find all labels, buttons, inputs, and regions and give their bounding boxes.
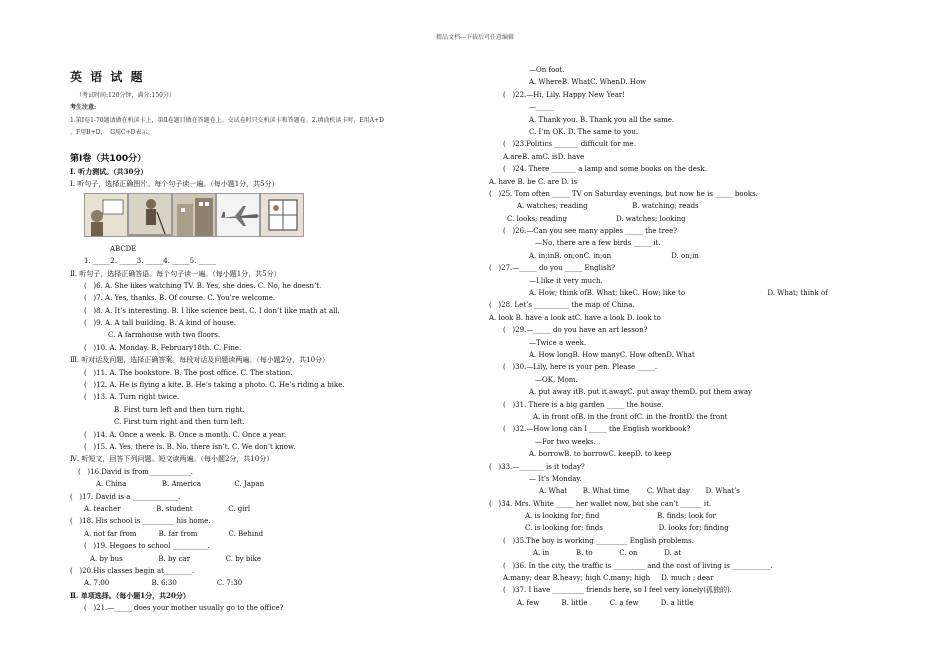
left-column bbox=[70, 68, 470, 614]
left-line-20: ( )11. A. The bookstore. B. The post office. C. The station. bbox=[84, 368, 293, 377]
picture-c-building-image bbox=[172, 193, 216, 237]
right-line-9: A. have B. be C. are D. is bbox=[489, 177, 578, 186]
left-line-14: ( )7. A. Yes, thanks. B. Of course. C. You’re welcome. bbox=[84, 294, 276, 303]
right-line-12: C. looks; reading D. watches; looking bbox=[507, 214, 686, 223]
right-line-4: A. Thank you. B. Thank you all the same. bbox=[529, 115, 675, 124]
right-line-20: A. look B. have a look atC. have a look D. look to bbox=[489, 313, 661, 322]
right-line-32: ( )33.—_______ is it today? bbox=[489, 462, 585, 471]
right-line-34: A. What B. What time C. What day D. What’s bbox=[539, 487, 740, 496]
left-line-25: ( )14. A. Once a week. B. Once a month. C. Once a year. bbox=[84, 430, 287, 439]
left-line-13: ( )6. A. She likes watching TV. B. Yes, she does. C. No, he doesn’t. bbox=[84, 281, 322, 290]
left-line-1: （考试时间:120分钟，满分:150分） bbox=[76, 92, 175, 99]
right-line-31: A. borrowB. to borrowC. keepD. to keep bbox=[529, 450, 672, 459]
left-line-17: C. A farmhouse with two floors. bbox=[108, 331, 221, 340]
left-line-27: Ⅳ. 听短文，回答下列问题。短文读两遍。（每小题2分，共10分） bbox=[70, 455, 274, 464]
right-line-1: A. WhereB. WhatC. WhenD. How bbox=[529, 78, 647, 87]
right-line-22: —Twice a week. bbox=[529, 338, 587, 347]
right-line-3: —_____ bbox=[529, 103, 554, 112]
left-line-22: ( )13. A. Turn right twice. bbox=[84, 393, 180, 402]
left-line-11: 1. _____2. _____3. _____4. _____5. _____ bbox=[84, 257, 217, 266]
left-line-21: ( )12. A. He is flying a kite. B. He’s taking a photo. C. He’s riding a bike. bbox=[84, 381, 345, 390]
right-line-13: ( )26.—Can you see many apples _____ the tree? bbox=[503, 227, 677, 236]
right-line-11: A. watches; reading B. watching; reads bbox=[517, 202, 699, 211]
right-line-35: ( )34. Mrs. White _____ her wallet now, but she can’t ______ it. bbox=[489, 499, 712, 508]
left-line-10: ABCDE bbox=[110, 244, 137, 253]
left-line-8: I. 听句子，选择正确图片。每个句子读一遍。（每小题1分，共5分） bbox=[70, 180, 279, 189]
right-line-21: ( )29.—_____ do you have an art lesson? bbox=[503, 326, 648, 335]
left-line-18: ( )10. A. Monday. B. February18th. C. Fine. bbox=[84, 343, 242, 352]
right-line-10: ( )25. Tom often _____ TV on Saturday evenings, but now he is _____ books. bbox=[489, 189, 758, 198]
picture-b-sweeping-image bbox=[128, 193, 172, 237]
right-line-39: A. in B. to C. on D. at bbox=[533, 549, 682, 558]
right-line-36: A. is looking for; find B. finds; look for bbox=[525, 512, 716, 521]
left-line-12: Ⅱ. 听句子，选择正确答语。每个句子读一遍。（每小题1分，共5分） bbox=[70, 269, 281, 278]
right-line-17: —I like it very much. bbox=[529, 276, 603, 285]
page-header-note: 精品文档---下载后可任意编辑 bbox=[435, 34, 515, 41]
left-line-34: ( )19. Hegoes to school __________. bbox=[84, 542, 210, 551]
picture-a-tv-image bbox=[84, 193, 128, 237]
left-line-30: ( )17. David is a _____________. bbox=[70, 492, 181, 501]
picture-e-window-image bbox=[260, 193, 304, 237]
right-line-42: ( )37. I have _________ friends here, so I feel very lonely(孤独的). bbox=[503, 586, 732, 595]
right-line-43: A. few B. little C. a few D. a little bbox=[517, 598, 694, 607]
left-line-35: A. by bus B. by car C. by bike bbox=[90, 554, 261, 563]
right-line-14: —No, there are a few birds _____ it. bbox=[535, 239, 661, 248]
left-line-2: 考生注意: bbox=[70, 104, 97, 112]
left-line-5 bbox=[70, 140, 470, 152]
right-line-19: ( )28. Let’s __________ the map of China. bbox=[489, 301, 635, 310]
right-line-30: —For two weeks. bbox=[535, 437, 596, 446]
right-line-33: — It’s Monday. bbox=[529, 474, 582, 483]
right-line-8: ( )24. There _______ a lamp and some books on the desk. bbox=[503, 165, 707, 174]
right-line-26: A. put away itB. put it awayC. put away themD. put them away bbox=[529, 388, 752, 397]
left-line-28: ( )16.David is from____________. bbox=[78, 467, 194, 476]
right-line-15: A. in;inB. on;onC. in;on D. on;in bbox=[529, 251, 699, 260]
right-line-0: —On foot. bbox=[529, 66, 565, 74]
right-line-41: A.many; dear B.heavy; high C.many; high D. much ; dear bbox=[503, 574, 714, 583]
right-line-37: C. is looking for; finds D. looks for; finding bbox=[525, 524, 729, 533]
right-line-16: ( )27.—_____ do you _____ English? bbox=[489, 264, 615, 273]
right-line-18: A. How; think ofB. What; likeC. How; like to D. What; think of bbox=[529, 289, 828, 298]
left-line-39: ( )21.—_____ does your mother usually go to the office? bbox=[84, 604, 284, 613]
left-line-7: Ⅰ. 听力测试。（共30分） bbox=[70, 166, 148, 176]
right-line-24: ( )30.—Lily, here is your pen. Please _____. bbox=[503, 363, 658, 372]
left-line-31: A. teacher B. student C. girl bbox=[84, 504, 251, 513]
left-line-3: 1.第Ⅰ卷1-70题请做在机读卡上，第Ⅱ卷题目做在答题卷上。交试卷时只交机读卡和答题卷。2.填涂机读卡时，E用A+D bbox=[70, 116, 384, 124]
right-line-7: A.areB. amC. isD. have bbox=[503, 152, 585, 161]
left-line-19: Ⅲ. 听对话及问题，选择正确答案。每段对话及问题读两遍。（每小题2分，共10分） bbox=[70, 356, 330, 365]
right-column bbox=[489, 64, 889, 609]
right-line-27: ( )31. There is a big garden _____ the house. bbox=[503, 400, 664, 409]
left-line-29: A. China B. America C. Japan bbox=[96, 480, 265, 489]
left-line-0: 英 语 试 题 bbox=[70, 70, 145, 84]
right-line-6: ( )23.Politics _______ difficult for me. bbox=[503, 140, 636, 149]
left-line-38: Ⅱ. 单项选择。（每小题1分，共20分） bbox=[70, 590, 190, 600]
right-line-38: ( )35.The boy is working _________ English problems. bbox=[503, 536, 694, 545]
picture-strip bbox=[84, 193, 470, 237]
picture-d-plane-image bbox=[216, 193, 260, 237]
left-line-15: ( )8. A. It’s interesting. B. I like science best. C. I don’t like math at all. bbox=[84, 306, 340, 315]
right-line-23: A. How longB. How manyC. How oftenD. What bbox=[529, 350, 695, 359]
left-line-37: A. 7:00 B. 6:30 C. 7:30 bbox=[84, 579, 243, 588]
right-line-25: —OK, Mom. bbox=[535, 375, 578, 384]
left-line-16: ( )9. A. A tall building. B. A kind of house. bbox=[84, 319, 236, 328]
left-line-33: A. not far from B. far from C. Behind bbox=[84, 529, 264, 538]
right-line-2: ( )22.—Hi, Lily. Happy New Year! bbox=[503, 90, 626, 99]
left-line-36: ( )20.His classes begin at________. bbox=[70, 566, 195, 575]
right-line-28: A. in front ofB. in the front ofC. in the frontD. the front bbox=[533, 412, 728, 421]
left-line-4: ，F用B+D， G用C+D表示。 bbox=[70, 129, 154, 137]
right-line-29: ( )32.—How long can I _____ the English workbook? bbox=[503, 425, 691, 434]
right-line-5: C. I’m OK. D. The same to you. bbox=[529, 127, 639, 136]
left-line-24: C. First turn right and then turn left. bbox=[114, 418, 245, 427]
left-line-26: ( )15. A. Yes, there is. B. No, there isn’t. C. We don’t know. bbox=[84, 442, 296, 451]
left-line-23: B. First turn left and then turn right. bbox=[114, 405, 245, 414]
left-line-32: ( )18. His school is _________ his home. bbox=[70, 517, 211, 526]
left-line-6: 第Ⅰ卷（共100分） bbox=[70, 153, 147, 164]
right-line-40: ( )36. In the city, the traffic is _________ and the cost of living is ___________. bbox=[503, 561, 773, 570]
